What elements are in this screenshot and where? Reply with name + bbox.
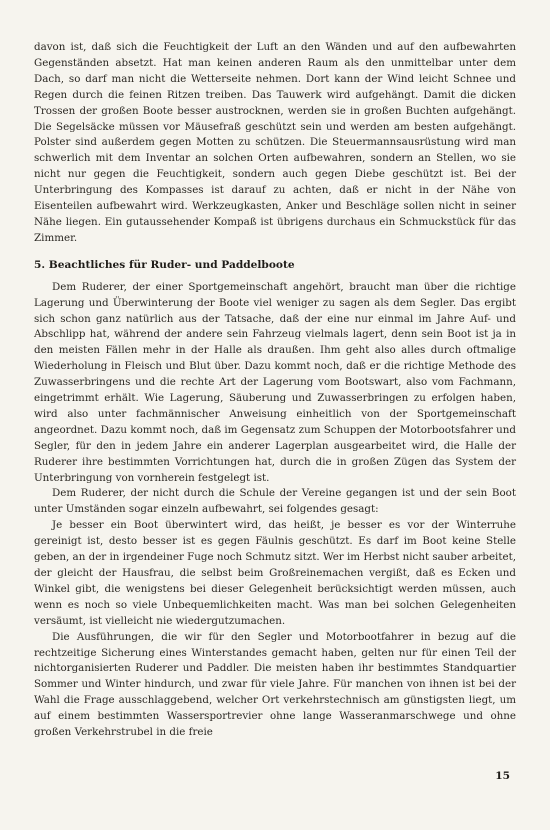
paragraph-rowers-individual: Dem Ruderer, der nicht durch die Schule der Vereine gegangen ist und der sein Boot unter Umständen sogar einzeln aufbewahrt, sei folgendes gesagt: — [34, 487, 516, 516]
page-body — [34, 40, 516, 741]
page-number: 15 — [495, 770, 510, 782]
paragraph-storage-intro: davon ist, daß sich die Feuchtigkeit der Luft an den Wänden und auf den aufbewahrten Gegenständen absetzt. Hat man keinen anderen Raum als den unmittelbar unter dem Dach, so darf man nicht die Wetterseite nehmen. Dort kann der Wind leicht Schnee und Regen durch die feinen Ritzen treiben. Das Tauwerk wird aufgehängt. Damit die dicken Trossen der großen Boote besser austrocknen, werden sie in großen Buchten aufgehängt. Die Segelsäcke müssen vor Mäusefraß geschützt sein und werden am besten aufgehängt. Polster sind außerdem gegen Motten zu schützen. Die Steuermannsausrüstung wird man schwerlich mit dem Inventar an solchen Orten aufbewahren, sondern an Stellen, wo sie nicht nur gegen die Feuchtigkeit, sondern auch gegen Diebe geschützt ist. Bei der Unterbringung des Kompasses ist darauf zu achten, daß er nicht in der Nähe von Eisenteilen aufbewahrt wird. Werkzeugkasten, Anker und Beschläge sollen nicht in seiner Nähe liegen. Ein gutaussehender Kompaß ist übrigens durchaus ein Schmuckstück für das Zimmer. — [34, 41, 516, 244]
paragraph-rowers-club: Dem Ruderer, der einer Sportgemeinschaft angehört, braucht man über die richtige Lagerung und Überwinterung der Boote viel weniger zu sagen als dem Segler. Das ergibt sich schon ganz natürlich aus der Tatsache, daß der eine nur einmal im Jahre Auf- und Abschlipp hat, während der andere sein Fahrzeug vielmals lagert, denn sein Boot ist ja in den meisten Fällen mehr in der Halle als draußen. Ihm geht also alles durch oftmalige Wiederholung in Fleisch und Blut über. Dazu kommt noch, daß er die richtige Methode des Zuwasserbringens und die rechte Art der Lagerung vom Bootswart, also vom Fachmann, eingetrimmt erhält. Wie Lagerung, Säuberung und Zuwasserbringen zu erfolgen haben, wird also unter fachmännischer Anweisung einheitlich von der Sportgemeinschaft angeordnet. Dazu kommt noch, daß im Gegensatz zum Schuppen der Motorbootsfahrer und Segler, für den in jedem Jahre ein anderer Lagerplan ausgearbeitet wird, die Halle der Ruderer ihre bestimmten Vorrichtungen hat, durch die in großen Zügen das System der Unterbringung von vornherein festgelegt ist. — [34, 280, 516, 484]
section-heading: 5. Beachtliches für Ruder- und Paddelboote — [34, 258, 295, 271]
paragraph-winter-quarters: Die Ausführungen, die wir für den Segler und Motorbootfahrer in bezug auf die rechtzeitige Sicherung eines Winterstandes gemacht haben, gelten nur für einen Teil der nichtorganisierten Ruderer und Paddler. Die meisten haben ihr bestimmtes Standquartier Sommer und Winter hindurch, und zwar für viele Jahre. Für manchen von ihnen ist bei der Wahl die Frage ausschlaggebend, welcher Ort verkehrstechnisch am günstigsten liegt, um auf einem bestimmten Wassersportrevier ohne lange Wasseranmarschwege und ohne großen Verkehrstrubel in die freie — [34, 630, 516, 739]
paragraph-cleaning: Je besser ein Boot überwintert wird, das heißt, je besser es vor der Winterruhe gereinigt ist, desto besser ist es gegen Fäulnis geschützt. Es darf im Boot keine Stelle geben, an der in irgendeiner Fuge noch Schmutz sitzt. Wer im Herbst nicht sauber arbeitet, der gleicht der Hausfrau, die selbst beim Großreinemachen vergißt, daß es Ecken und Winkel gibt, die wenigstens bei dieser Gelegenheit berücksichtigt werden müssen, auch wenn es noch so viele Unbequemlichkeiten macht. Was man bei solchen Gelegenheiten versäumt, ist vielleicht nie wiedergutzumachen. — [34, 519, 516, 627]
